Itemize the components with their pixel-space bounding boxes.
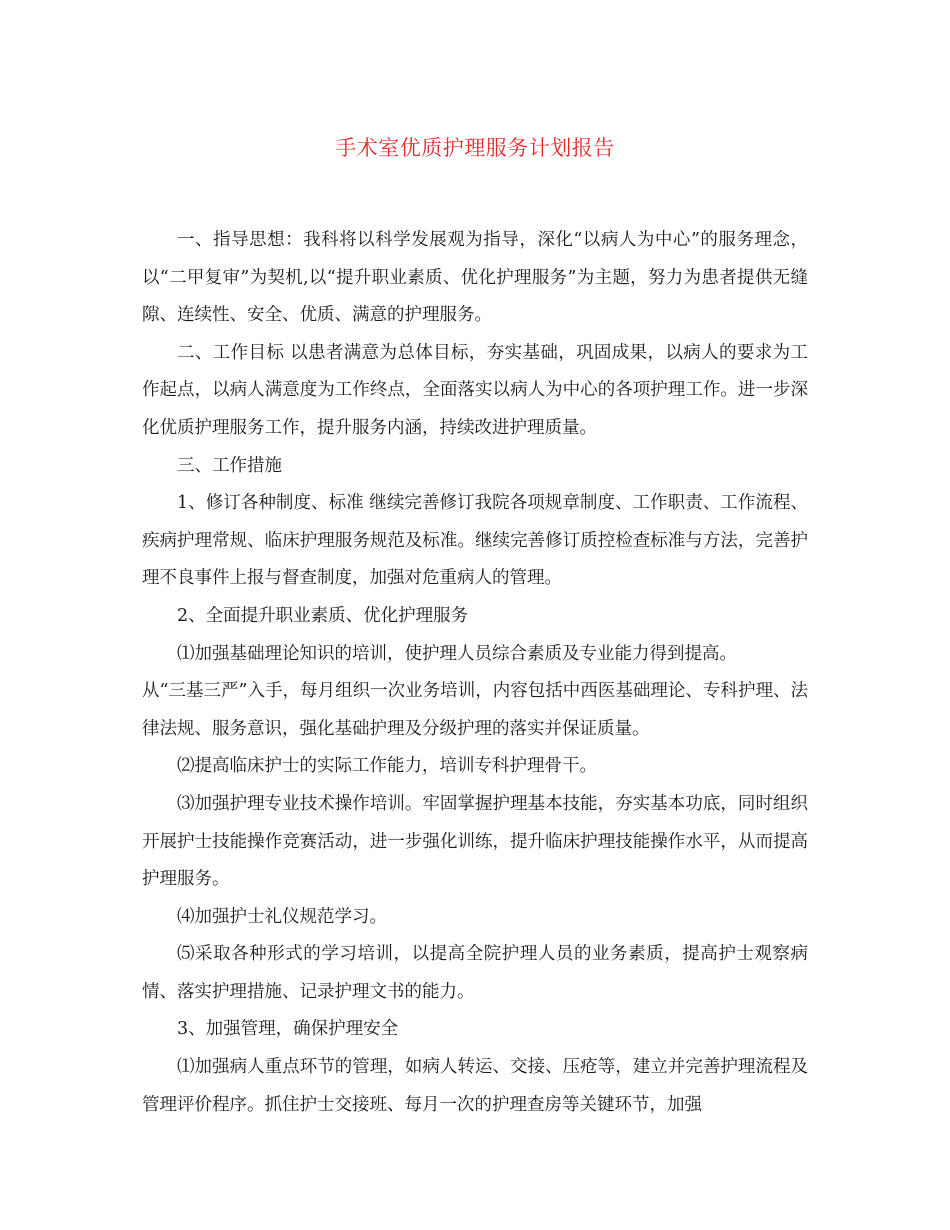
paragraph-revise-systems: 1、修订各种制度、标准 继续完善修订我院各项规章制度、工作职责、工作流程、疾病护理常规、临床护理服务规范及标准。继续完善修订质控检查标准与方法，完善护理不良事件上报与督查制度，加强对危重病人的管理。 (142, 493, 808, 589)
document-title: 手术室优质护理服务计划报告 (335, 136, 615, 160)
paragraph-work-goal: 二、工作目标 以患者满意为总体目标，夯实基础，巩固成果，以病人的要求为工作起点，以病人满意度为工作终点，全面落实以病人为中心的各项护理工作。进一步深化优质护理服务工作，提升服务内涵，持续改进护理质量。 (142, 342, 808, 438)
paragraph-item-4: ⑷加强护士礼仪规范学习。 (177, 906, 387, 927)
paragraph-three-basics: 从“三基三严”入手，每月组织一次业务培训，内容包括中西医基础理论、专科护理、法律法规、服务意识，强化基础护理及分级护理的落实并保证质量。 (142, 681, 808, 739)
paragraph-safety-heading: 3、加强管理，确保护理安全 (177, 1019, 399, 1040)
paragraph-safety-item-1: ⑴加强病人重点环节的管理，如病人转运、交接、压疮等，建立并完善护理流程及管理评价程序。抓住护士交接班、每月一次的护理查房等关键环节，加强 (142, 1057, 808, 1115)
paragraph-guiding-thought: 一、指导思想：我科将以科学发展观为指导，深化“以病人为中心”的服务理念，以“二甲复审”为契机,以“提升职业素质、优化护理服务”为主题，努力为患者提供无缝隙、连续性、安全、优质、满意的护理服务。 (142, 230, 808, 326)
paragraph-item-2: ⑵提高临床护士的实际工作能力，培训专科护理骨干。 (177, 756, 597, 777)
paragraph-work-measures-heading: 三、工作措施 (177, 455, 282, 476)
paragraph-improve-quality-heading: 2、全面提升职业素质、优化护理服务 (177, 605, 469, 626)
paragraph-item-1: ⑴加强基础理论知识的培训，使护理人员综合素质及专业能力得到提高。 (177, 643, 737, 664)
paragraph-item-3: ⑶加强护理专业技术操作培训。牢固掌握护理基本技能，夯实基本功底，同时组织开展护士技能操作竞赛活动，进一步强化训练，提升临床护理技能操作水平，从而提高护理服务。 (142, 793, 808, 890)
paragraph-item-5: ⑸采取各种形式的学习培训，以提高全院护理人员的业务素质，提高护士观察病情、落实护理措施、记录护理文书的能力。 (142, 944, 808, 1002)
document-body (142, 222, 808, 1124)
